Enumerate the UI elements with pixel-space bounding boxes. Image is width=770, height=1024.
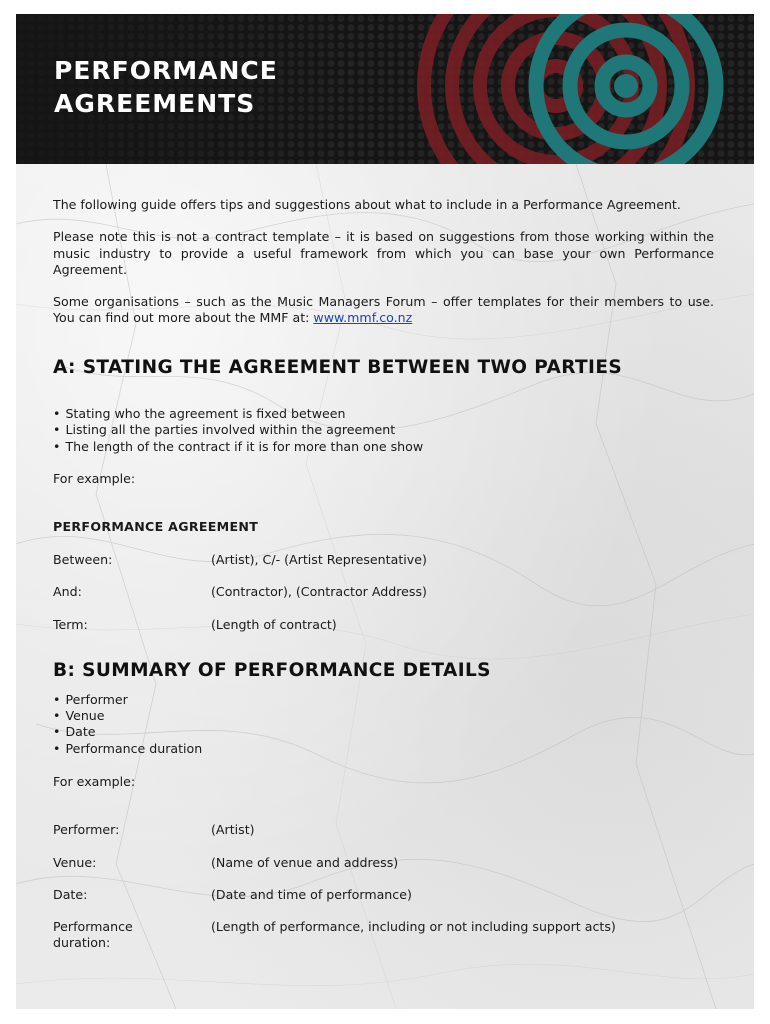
row-key: Between:: [53, 551, 113, 567]
page-title: [54, 54, 394, 120]
list-item: • Date: [53, 724, 714, 740]
section-b-heading: B: SUMMARY OF PERFORMANCE DETAILS: [53, 660, 491, 682]
row-key: Performer:: [53, 822, 120, 838]
row-value: (Contractor), (Contractor Address): [211, 584, 427, 600]
header-banner: [16, 14, 754, 164]
section-a-bullet-list: [53, 406, 714, 455]
mmf-link[interactable]: www.mmf.co.nz: [313, 310, 413, 326]
list-item: • Venue: [53, 708, 714, 724]
intro-paragraph-1: The following guide offers tips and suggestions about what to include in a Performance Agreement.: [53, 197, 681, 212]
intro-paragraph-2: Please note this is not a contract template – it is based on suggestions from those working within the music industry to provide a useful framework from which you can base your own Performance Agreement.: [53, 229, 714, 277]
list-item: • The length of the contract if it is for more than one show: [53, 439, 714, 455]
list-item: • Performer: [53, 692, 714, 708]
row-key: Date:: [53, 886, 88, 902]
section-a-for-example: For example:: [53, 470, 136, 486]
document-page: [16, 14, 754, 1009]
row-key: And:: [53, 584, 82, 600]
row-value: (Name of venue and address): [211, 854, 399, 870]
details-row-performer: [53, 822, 714, 838]
agreement-row-term: [53, 617, 714, 633]
row-key: Performance duration:: [53, 919, 133, 951]
row-value: (Length of contract): [211, 617, 337, 633]
section-b-bullet-list: [53, 692, 714, 757]
list-item: • Performance duration: [53, 741, 714, 757]
page-title-line2: AGREEMENTS: [54, 89, 256, 118]
section-b-for-example: For example:: [53, 773, 136, 789]
agreement-row-and: [53, 584, 714, 600]
row-value: (Artist), C/- (Artist Representative): [211, 551, 427, 567]
section-a-heading: A: STATING THE AGREEMENT BETWEEN TWO PARTIES: [53, 356, 623, 378]
row-key: Term:: [53, 617, 88, 633]
intro-paragraph-3: [53, 294, 714, 327]
list-item: • Stating who the agreement is fixed between: [53, 406, 714, 422]
row-value: (Artist): [211, 822, 255, 838]
details-row-date: [53, 887, 714, 903]
details-row-duration: [53, 919, 714, 952]
list-item: • Listing all the parties involved within the agreement: [53, 422, 714, 438]
page-title-line1: PERFORMANCE: [54, 56, 278, 85]
agreement-row-between: [53, 552, 714, 568]
row-value: (Length of performance, including or not including support acts): [211, 919, 616, 935]
row-value: (Date and time of performance): [211, 886, 412, 902]
details-row-venue: [53, 855, 714, 871]
document-body: [53, 197, 714, 952]
agreement-title: PERFORMANCE AGREEMENT: [53, 519, 259, 535]
intro-paragraph-3-text: Some organisations – such as the Music Managers Forum – offer templates for their members to use. You can find out more about the MMF at:: [53, 294, 714, 326]
row-key: Venue:: [53, 854, 97, 870]
